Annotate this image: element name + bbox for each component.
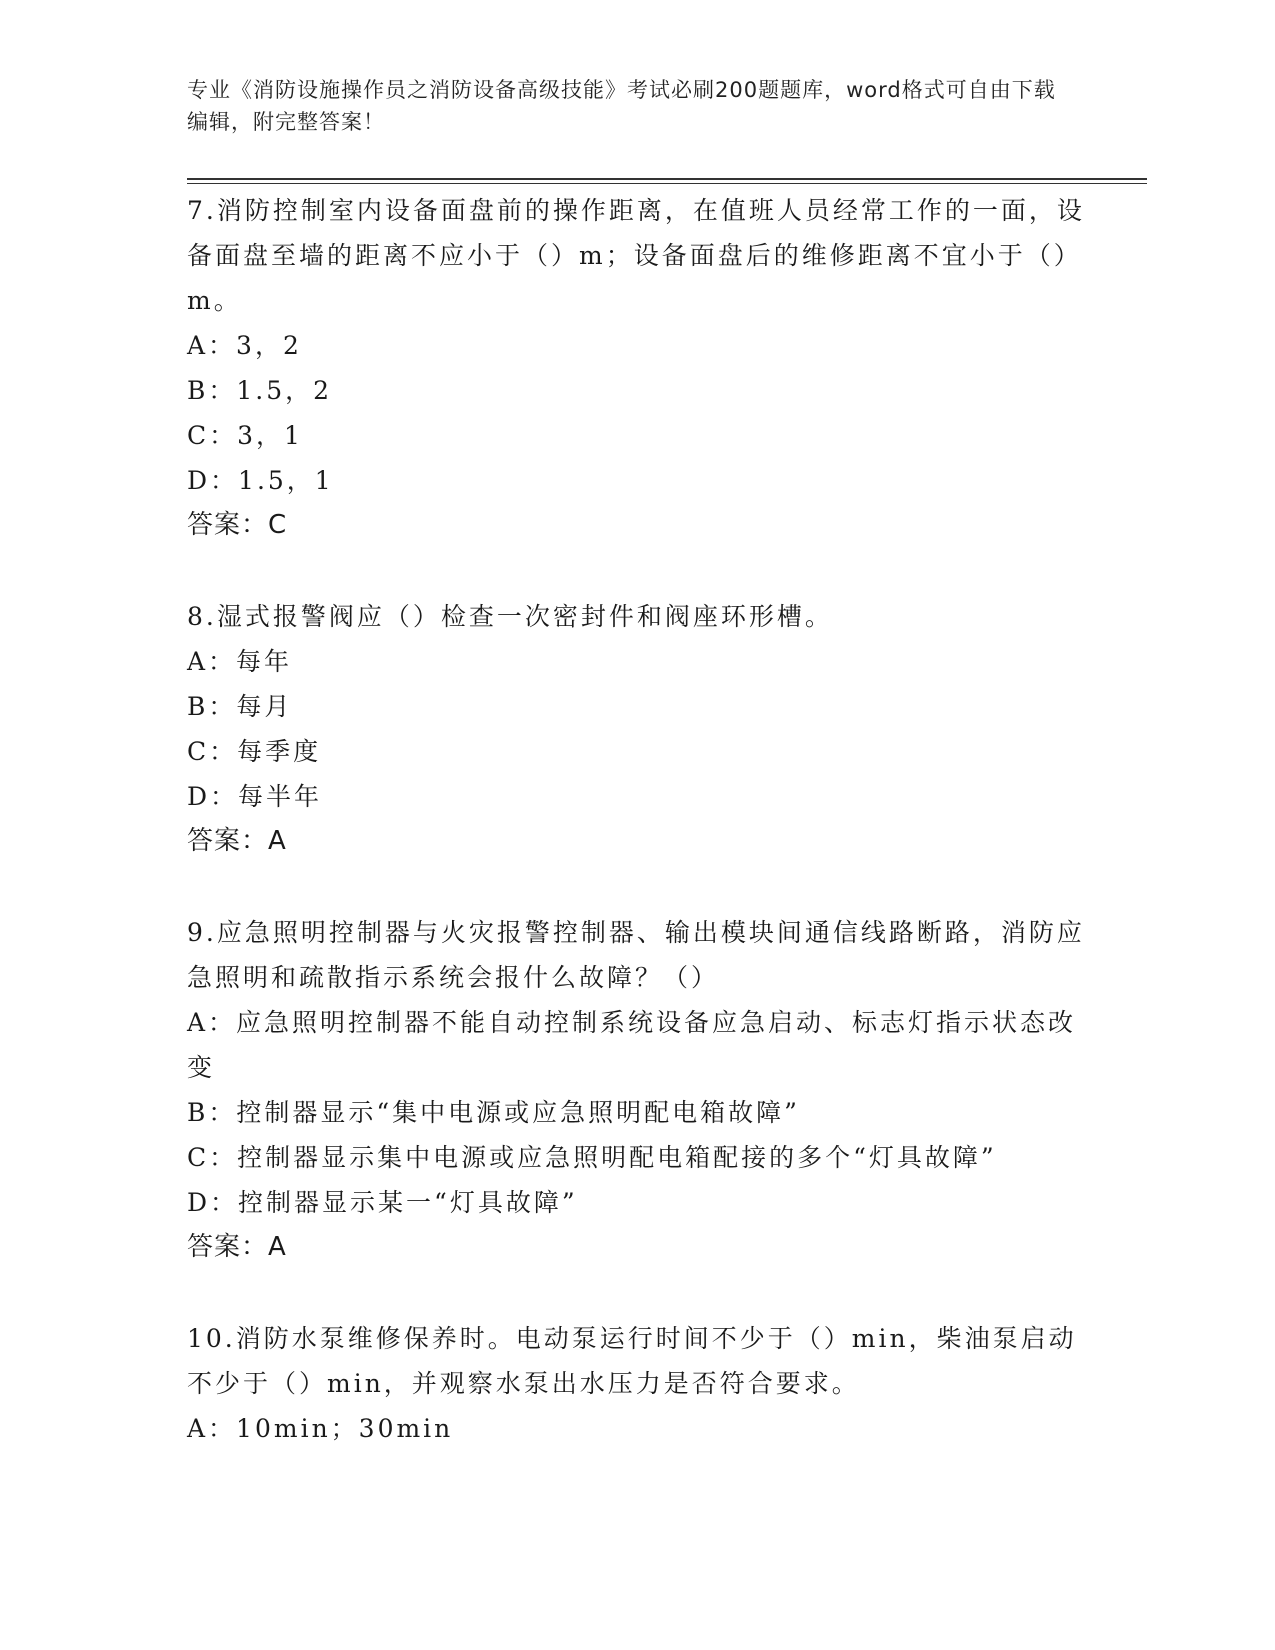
option-c: C：3，1 (187, 421, 303, 450)
question-8 (187, 594, 1087, 864)
header-rule-thick (187, 178, 1147, 180)
question-10 (187, 1316, 1087, 1451)
option-c: C：控制器显示集中电源或应急照明配电箱配接的多个“灯具故障” (187, 1143, 997, 1172)
header-rule-thin (187, 183, 1147, 184)
option-b: B：1.5，2 (187, 376, 333, 405)
question-text: 10.消防水泵维修保养时。电动泵运行时间不少于（）min，柴油泵启动不少于（）min，并观察水泵出水压力是否符合要求。 (187, 1324, 1077, 1398)
answer-label: 答案：C (187, 510, 288, 540)
answer-label: 答案：A (187, 1232, 287, 1262)
option-a: A：3，2 (187, 331, 302, 360)
option-d: D：1.5，1 (187, 466, 334, 495)
option-a: A：每年 (187, 647, 293, 676)
option-b: B：每月 (187, 692, 293, 721)
question-text: 9.应急照明控制器与火灾报警控制器、输出模块间通信线路断路，消防应急照明和疏散指示系统会报什么故障？（） (187, 918, 1085, 992)
header-title: 专业《消防设施操作员之消防设备高级技能》考试必刷200题题库，word格式可自由下载编辑，附完整答案！ (187, 78, 1056, 134)
option-a: A：10min；30min (187, 1414, 454, 1443)
question-text: 8.湿式报警阀应（）检查一次密封件和阀座环形槽。 (187, 602, 833, 631)
question-9 (187, 910, 1087, 1270)
question-7 (187, 188, 1087, 548)
question-text: 7.消防控制室内设备面盘前的操作距离，在值班人员经常工作的一面，设备面盘至墙的距离不应小于（）m；设备面盘后的维修距离不宜小于（）m。 (187, 196, 1085, 315)
question-list (187, 188, 1087, 1497)
option-a: A：应急照明控制器不能自动控制系统设备应急启动、标志灯指示状态改变 (187, 1008, 1077, 1082)
document-header (187, 74, 1067, 138)
option-c: C：每季度 (187, 737, 322, 766)
option-d: D：控制器显示某一“灯具故障” (187, 1188, 578, 1217)
option-b: B：控制器显示“集中电源或应急照明配电箱故障” (187, 1098, 800, 1127)
answer-label: 答案：A (187, 826, 287, 856)
option-d: D：每半年 (187, 782, 323, 811)
